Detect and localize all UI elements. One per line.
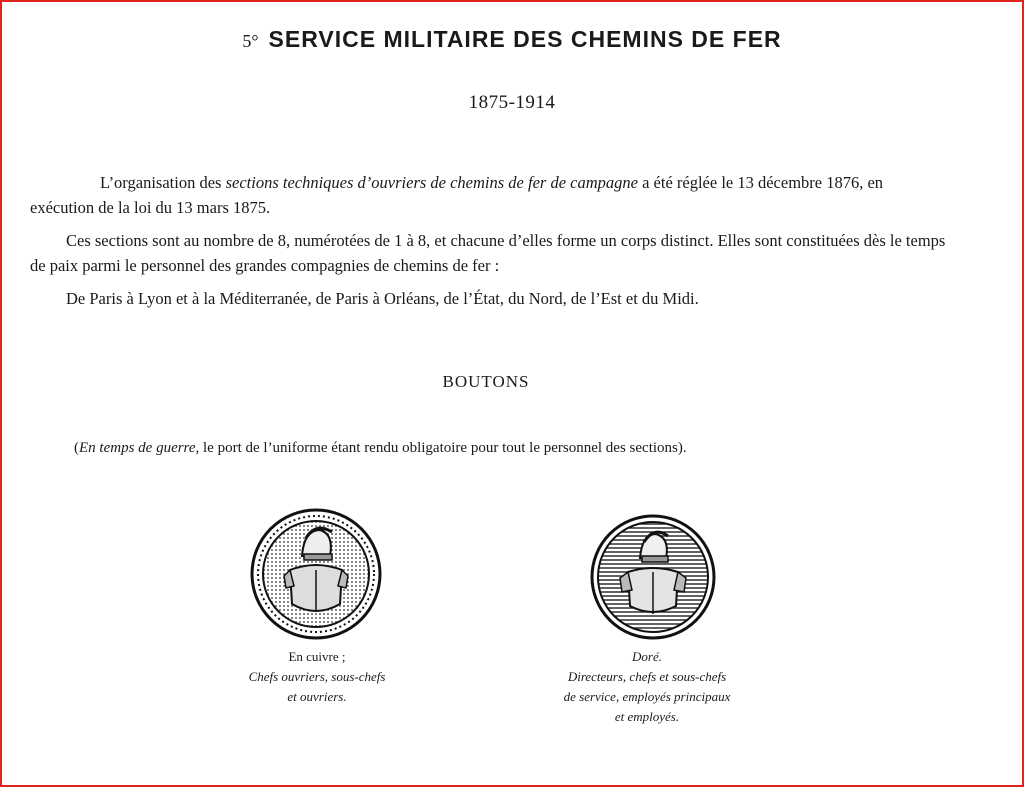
copper-button-material: En cuivre ; bbox=[288, 649, 346, 664]
paragraph-companies: De Paris à Lyon et à la Méditerranée, de Paris à Orléans, de l’État, du Nord, de l’Est et du Midi. bbox=[66, 289, 699, 308]
paragraph-organisation bbox=[30, 170, 950, 220]
boutons-heading: BOUTONS bbox=[442, 372, 530, 391]
gilded-button-caption-line: et employés. bbox=[614, 709, 680, 724]
uniform-note-rest: le port de l’uniforme étant rendu obligatoire pour tout le personnel des sections). bbox=[199, 440, 687, 456]
paragraph-organisation-end: a été réglée le 13 décembre 1876, en exécution de la loi du 13 mars 1875. bbox=[30, 173, 884, 217]
uniform-note-open: ( bbox=[74, 440, 79, 456]
copper-button-caption-line: Chefs ouvriers, sous-chefs bbox=[248, 669, 386, 684]
uniform-note bbox=[74, 440, 934, 457]
copper-button-caption bbox=[202, 647, 432, 707]
paragraph-sections: Ces sections sont au nombre de 8, numérotées de 1 à 8, et chacune d’elles forme un corps distinct. Elles sont constituées dès le temps de paix parmi le personnel des grandes compagnies de chemins de fer : bbox=[30, 231, 946, 275]
helmet-cuirass-emblem-icon bbox=[250, 508, 382, 640]
paragraph-organisation-start: L’organisation des bbox=[100, 173, 226, 192]
section-number: 5° bbox=[242, 31, 259, 51]
copper-button-image bbox=[250, 508, 382, 645]
uniform-note-italic: En temps de guerre, bbox=[79, 440, 200, 456]
helmet-cuirass-emblem-icon bbox=[590, 514, 716, 640]
section-title: SERVICE MILITAIRE DES CHEMINS DE FER bbox=[268, 26, 782, 52]
gilded-button-image bbox=[590, 514, 716, 645]
paragraph-organisation-italic: sections techniques d’ouvriers de chemins de fer de campagne bbox=[225, 173, 638, 192]
gilded-button-caption bbox=[502, 647, 792, 727]
gilded-button-caption-line: Directeurs, chefs et sous-chefs bbox=[567, 669, 727, 684]
gilded-button-material: Doré. bbox=[632, 649, 662, 664]
gilded-button-caption-line: de service, employés principaux bbox=[563, 689, 731, 704]
section-heading bbox=[2, 26, 1022, 53]
copper-button-caption-line: et ouvriers. bbox=[287, 689, 347, 704]
date-range: 1875-1914 bbox=[468, 92, 556, 113]
